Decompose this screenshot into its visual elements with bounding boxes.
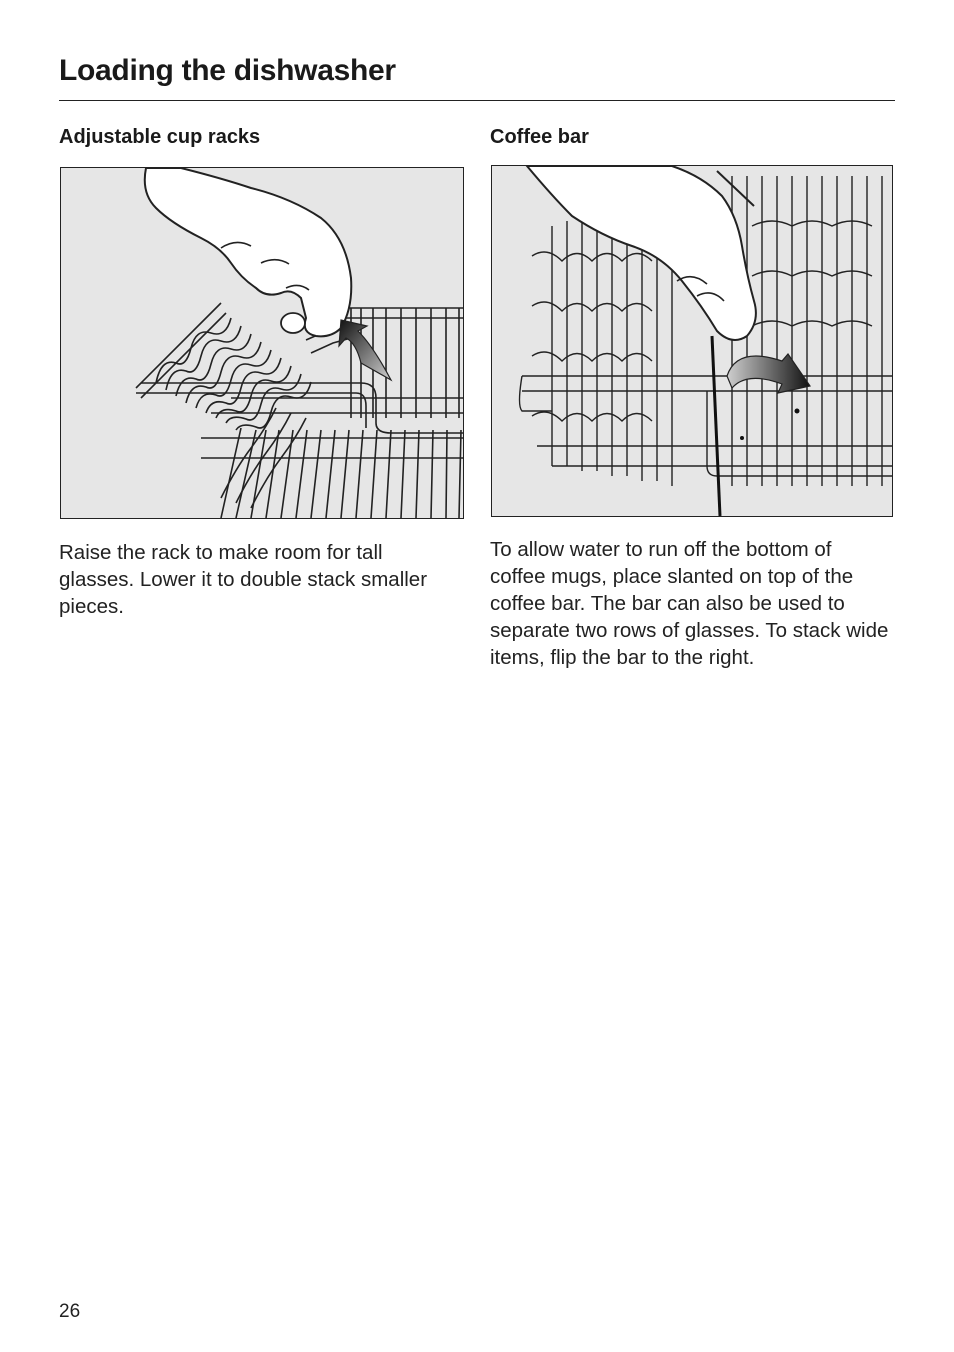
left-column (59, 124, 465, 150)
hand-flipping-coffee-bar-icon (492, 166, 892, 516)
page-number: 26 (59, 1301, 81, 1322)
title-divider (59, 100, 895, 101)
right-column (490, 124, 895, 150)
cup-racks-description: Raise the rack to make room for tall glasses. Lower it to double stack smaller pieces. (59, 541, 428, 618)
coffee-bar-illustration (491, 165, 893, 517)
cup-rack-illustration (60, 167, 464, 519)
coffee-bar-description: To allow water to run off the bottom of coffee mugs, place slanted on top of the coffee bar. The bar can also be used to separate two rows of glasses. To stack wide items, flip the bar to the right. (490, 538, 889, 669)
hand-raising-cup-rack-icon (61, 168, 463, 518)
page-title: Loading the dishwasher (59, 54, 396, 87)
section-heading-cup-racks: Adjustable cup racks (59, 126, 261, 148)
section-heading-coffee-bar: Coffee bar (490, 126, 589, 148)
